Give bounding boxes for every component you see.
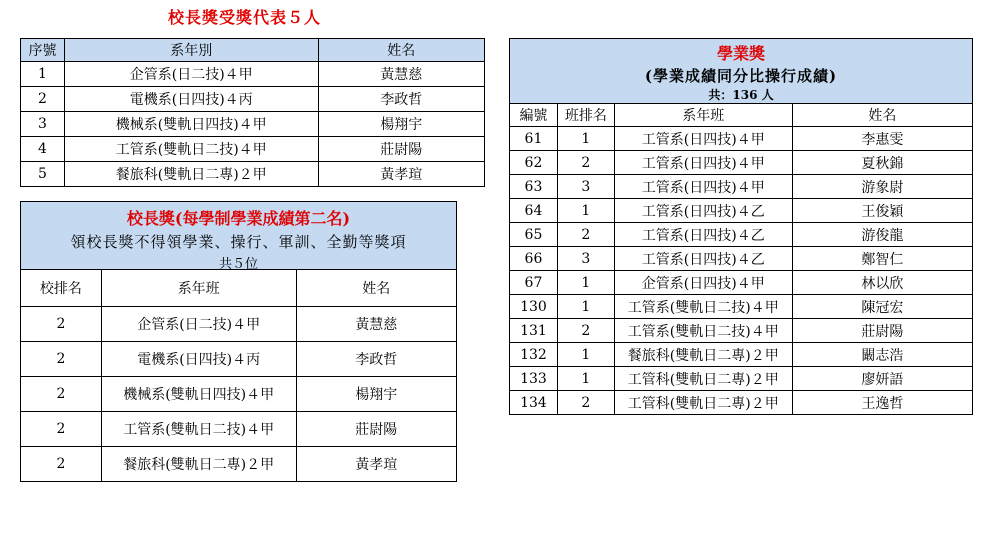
principal-award-header: [20, 201, 457, 270]
table-cell: 黃孝瑄: [318, 162, 485, 187]
column-header: 姓名: [792, 104, 972, 127]
table-row: [510, 295, 973, 319]
table-cell: 2: [21, 377, 102, 412]
table-cell: 李惠雯: [792, 127, 972, 151]
table-row: [21, 62, 485, 87]
academic-award-header: [509, 38, 973, 104]
table-row: [21, 447, 457, 482]
table-cell: 2: [557, 391, 614, 415]
table-cell: 企管系(日二技)４甲: [101, 307, 296, 342]
table-cell: 楊翔宇: [318, 112, 485, 137]
table-row: [510, 343, 973, 367]
table-row: [21, 342, 457, 377]
table-cell: 莊尉陽: [296, 412, 456, 447]
table-cell: 夏秋錦: [792, 151, 972, 175]
table-cell: 2: [21, 307, 102, 342]
column-header: 編號: [510, 104, 558, 127]
table-header-row: [21, 39, 485, 62]
table-cell: 130: [510, 295, 558, 319]
academic-award-table: [509, 103, 973, 415]
table-cell: 131: [510, 319, 558, 343]
table-cell: 機械系(雙軌日四技)４甲: [101, 377, 296, 412]
table-cell: 62: [510, 151, 558, 175]
column-header: 班排名: [557, 104, 614, 127]
table-cell: 李政哲: [296, 342, 456, 377]
table-cell: 1: [557, 295, 614, 319]
column-header: 序號: [21, 39, 65, 62]
table-cell: 1: [557, 127, 614, 151]
table-cell: 1: [557, 343, 614, 367]
table-cell: 1: [557, 271, 614, 295]
table-cell: 莊尉陽: [792, 319, 972, 343]
table-cell: 工管系(日四技)４甲: [614, 175, 792, 199]
table-row: [21, 307, 457, 342]
table-cell: 游俊龍: [792, 223, 972, 247]
column-header: 姓名: [296, 270, 456, 307]
table-cell: 工管系(日四技)４乙: [614, 247, 792, 271]
table-cell: 莊尉陽: [318, 137, 485, 162]
table-cell: 游象尉: [792, 175, 972, 199]
table-cell: 1: [557, 199, 614, 223]
table-cell: 黃慧慈: [318, 62, 485, 87]
table-cell: 鄭智仁: [792, 247, 972, 271]
table-cell: 餐旅科(雙軌日二專)２甲: [64, 162, 318, 187]
column-header: 姓名: [318, 39, 485, 62]
table-row: [21, 412, 457, 447]
table-cell: 機械系(雙軌日四技)４甲: [64, 112, 318, 137]
table-cell: 餐旅科(雙軌日二專)２甲: [614, 343, 792, 367]
table-cell: 楊翔宇: [296, 377, 456, 412]
table-row: [510, 175, 973, 199]
table-cell: 工管系(日四技)４甲: [614, 151, 792, 175]
table-cell: 工管系(雙軌日二技)４甲: [614, 295, 792, 319]
table-cell: 1: [557, 367, 614, 391]
principal-award-count: 共５位: [218, 257, 258, 272]
table-row: [510, 127, 973, 151]
academic-award-title: 學業獎: [716, 44, 765, 63]
table-header-row: [510, 104, 973, 127]
table-cell: 王逸哲: [792, 391, 972, 415]
table-cell: 2: [557, 151, 614, 175]
table-cell: 2: [21, 87, 65, 112]
table-cell: 1: [21, 62, 65, 87]
table-cell: 61: [510, 127, 558, 151]
column-header: 系年班: [101, 270, 296, 307]
table-cell: 電機系(日四技)４丙: [101, 342, 296, 377]
table-row: [21, 137, 485, 162]
table-cell: 李政哲: [318, 87, 485, 112]
table-cell: 闞志浩: [792, 343, 972, 367]
table-cell: 2: [557, 223, 614, 247]
table-cell: 3: [21, 112, 65, 137]
table-row: [21, 112, 485, 137]
table-row: [510, 199, 973, 223]
table-row: [510, 391, 973, 415]
table-cell: 黃孝瑄: [296, 447, 456, 482]
table-cell: 工管系(雙軌日二技)４甲: [614, 319, 792, 343]
table-cell: 2: [21, 342, 102, 377]
column-header: 系年班: [614, 104, 792, 127]
table-cell: 王俊穎: [792, 199, 972, 223]
table-cell: 64: [510, 199, 558, 223]
table-cell: 65: [510, 223, 558, 247]
column-header: 校排名: [21, 270, 102, 307]
table-cell: 電機系(日四技)４丙: [64, 87, 318, 112]
table-cell: 林以欣: [792, 271, 972, 295]
table-header-row: [21, 270, 457, 307]
table-cell: 3: [557, 175, 614, 199]
table-cell: 工管科(雙軌日二專)２甲: [614, 367, 792, 391]
table-cell: 63: [510, 175, 558, 199]
table-cell: 2: [21, 412, 102, 447]
table-cell: 黃慧慈: [296, 307, 456, 342]
table-row: [21, 377, 457, 412]
column-header: 系年別: [64, 39, 318, 62]
table-row: [21, 87, 485, 112]
principal-award-note: 領校長獎不得領學業、操行、軍訓、全勤等獎項: [70, 233, 407, 251]
table-row: [510, 223, 973, 247]
table-row: [510, 271, 973, 295]
table-cell: 工管系(日四技)４甲: [614, 127, 792, 151]
table-cell: 3: [557, 247, 614, 271]
table-row: [510, 367, 973, 391]
table-cell: 廖妍語: [792, 367, 972, 391]
principal-award-title: 校長獎(每學制學業成績第二名): [126, 209, 351, 228]
table-cell: 133: [510, 367, 558, 391]
table-cell: 工管系(雙軌日二技)４甲: [101, 412, 296, 447]
table-cell: 2: [557, 319, 614, 343]
table-cell: 企管系(日二技)４甲: [64, 62, 318, 87]
table-cell: 132: [510, 343, 558, 367]
table-cell: 工管科(雙軌日二專)２甲: [614, 391, 792, 415]
table-cell: 134: [510, 391, 558, 415]
academic-award-note: (學業成績同分比操行成績): [644, 67, 838, 85]
table-cell: 67: [510, 271, 558, 295]
table-row: [510, 319, 973, 343]
table-cell: 66: [510, 247, 558, 271]
table-row: [510, 151, 973, 175]
award-representatives-table: [20, 38, 485, 187]
table-row: [21, 162, 485, 187]
table-cell: 企管系(日四技)４甲: [614, 271, 792, 295]
table-cell: 2: [21, 447, 102, 482]
table-cell: 陳冠宏: [792, 295, 972, 319]
table-row: [510, 247, 973, 271]
table-cell: 4: [21, 137, 65, 162]
table-cell: 工管系(日四技)４乙: [614, 223, 792, 247]
academic-award-count: 共：136 人: [708, 88, 774, 102]
page-title: 校長獎受獎代表５人: [168, 8, 322, 27]
table-cell: 5: [21, 162, 65, 187]
table-cell: 工管系(日四技)４乙: [614, 199, 792, 223]
table-cell: 餐旅科(雙軌日二專)２甲: [101, 447, 296, 482]
principal-award-table: [20, 269, 457, 482]
table-cell: 工管系(雙軌日二技)４甲: [64, 137, 318, 162]
